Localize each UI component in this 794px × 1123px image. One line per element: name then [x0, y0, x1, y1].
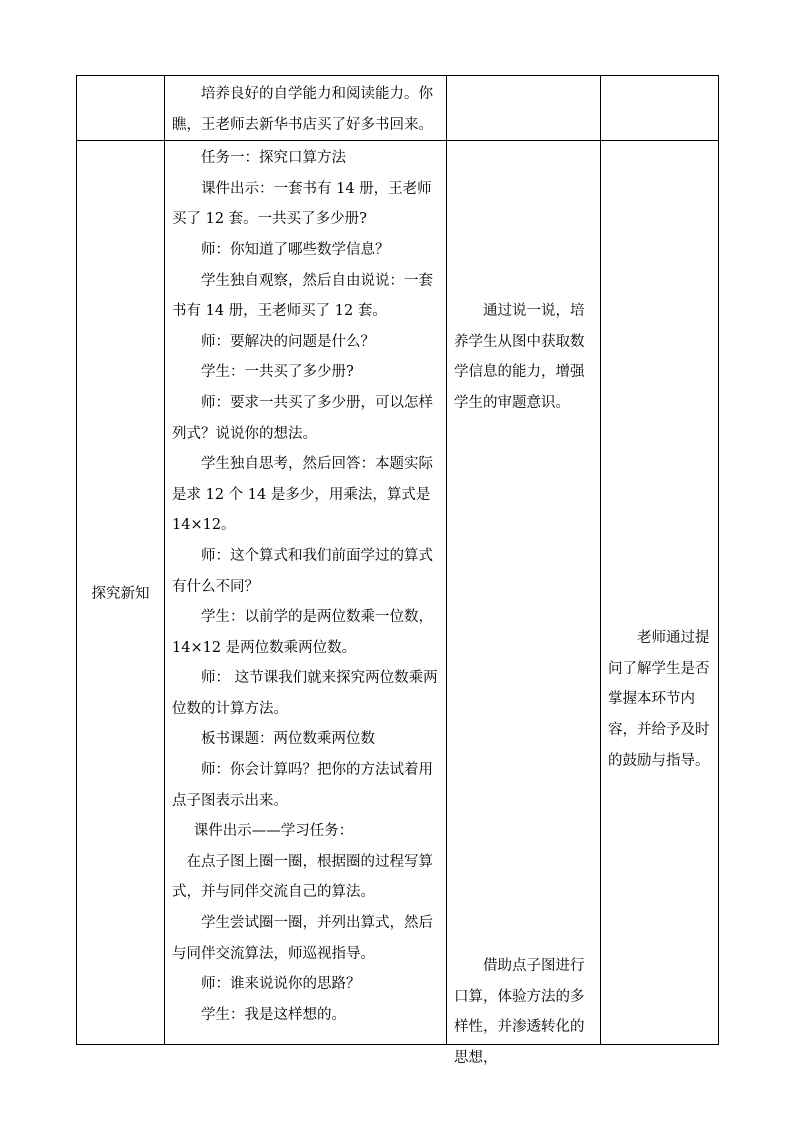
content-paragraph: 学生：我是这样想的。 [201, 1006, 346, 1023]
content-paragraph: 师：这个算式和我们前面学过的算式有什么不同？ [172, 547, 433, 595]
content-paragraph: 学生尝试圈一圈，并列出算式，然后与同伴交流算法，师巡视指导。 [172, 915, 433, 962]
content-paragraph: 学生：一共买了多少册? [201, 364, 354, 381]
intent-paragraph: 借助点子图进行口算，体验方法的多样性，并渗透转化的思想， [454, 958, 585, 1066]
table-row [77, 141, 719, 1045]
stage-cell [77, 141, 165, 1045]
intent-cell [447, 76, 601, 141]
content-paragraph: 课件出示：一套书有 14 册，王老师买了 12 套。一共买了多少册? [172, 180, 432, 228]
content-paragraph: 师： 这节课我们就来探究两位数乘两位数的计算方法。 [172, 670, 438, 717]
stage-label: 探究新知 [91, 586, 150, 603]
note-cell [601, 76, 719, 141]
content-paragraph: 课件出示——学习任务： [193, 823, 354, 840]
content-paragraph: 师：要求一共买了多少册，可以怎样列式？说说你的想法。 [172, 394, 433, 442]
content-paragraph: 学生独自观察，然后自由说说：一套书有 14 册，王老师买了 12 套。 [172, 272, 433, 320]
content-paragraph: 板书课题：两位数乘两位数 [201, 731, 375, 748]
content-cell [165, 76, 447, 141]
note-paragraph: 老师通过提问了解学生是否掌握本环节内容，并给予及时的鼓励与指导。 [608, 630, 710, 769]
content-paragraph: 学生独自思考，然后回答：本题实际是求 12 个 14 是多少，用乘法，算式是 14×12。 [172, 456, 433, 534]
content-paragraph: 师：谁来说说你的思路？ [201, 976, 361, 993]
content-paragraph: 师：你知道了哪些数学信息？ [201, 241, 390, 258]
content-paragraph: 师：要解决的问题是什么？ [201, 333, 375, 350]
stage-cell [77, 76, 165, 141]
content-paragraph: 在点子图上圈一圈，根据圈的过程写算式，并与同伴交流自己的算法。 [172, 853, 433, 901]
intent-cell [447, 141, 601, 1066]
lesson-plan-table [76, 75, 719, 1066]
content-paragraph: 任务一：探究口算方法 [201, 150, 346, 167]
content-paragraph: 培养良好的自学能力和阅读能力。你瞧，王老师去新华书店买了好多书回来。 [172, 86, 433, 133]
note-cell [601, 141, 719, 1045]
intent-paragraph: 通过说一说，培养学生从图中获取数学信息的能力，增强学生的审题意识。 [454, 303, 585, 411]
table-row [77, 76, 719, 141]
content-paragraph: 学生：以前学的是两位数乘一位数，14×12 是两位数乘两位数。 [172, 609, 433, 656]
content-cell [165, 141, 447, 1045]
content-paragraph: 师：你会计算吗？把你的方法试着用点子图表示出来。 [172, 762, 433, 809]
